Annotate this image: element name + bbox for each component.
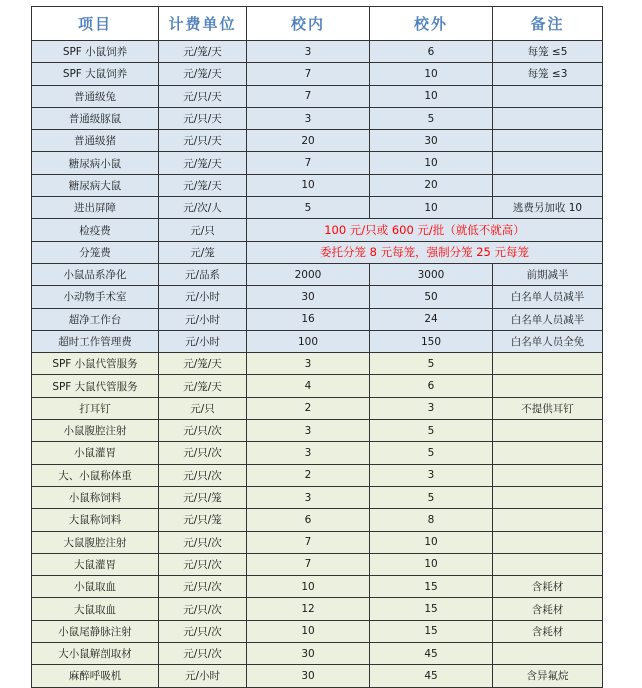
item-name-cell: 进出屏障 — [32, 197, 159, 219]
internal-price-cell: 3 — [247, 107, 370, 129]
unit-cell: 元/笼/天 — [159, 63, 247, 85]
table-row — [32, 375, 603, 397]
external-price-cell: 15 — [370, 598, 493, 620]
item-name-cell: 小鼠尾静脉注射 — [32, 620, 159, 642]
table-row — [32, 286, 603, 308]
external-price-cell: 10 — [370, 197, 493, 219]
external-price-cell: 10 — [370, 152, 493, 174]
unit-cell: 元/只/次 — [159, 620, 247, 642]
external-price-cell: 5 — [370, 353, 493, 375]
item-name-cell: 大鼠取血 — [32, 598, 159, 620]
unit-cell: 元/小时 — [159, 665, 247, 687]
item-name-cell: 小鼠品系净化 — [32, 263, 159, 285]
internal-price-cell: 3 — [247, 486, 370, 508]
remark-cell — [493, 643, 603, 665]
internal-price-cell: 7 — [247, 553, 370, 575]
unit-cell: 元/只/次 — [159, 576, 247, 598]
item-name-cell: 糖尿病大鼠 — [32, 174, 159, 196]
remark-cell: 每笼 ≤5 — [493, 41, 603, 63]
external-price-cell: 6 — [370, 375, 493, 397]
table-row — [32, 353, 603, 375]
table-row — [32, 130, 603, 152]
table-row — [32, 598, 603, 620]
internal-price-cell: 7 — [247, 531, 370, 553]
header-item: 项目 — [32, 7, 159, 41]
internal-price-cell: 10 — [247, 620, 370, 642]
unit-cell: 元/只 — [159, 219, 247, 241]
unit-cell: 元/只/次 — [159, 531, 247, 553]
item-name-cell: 普通级豚鼠 — [32, 107, 159, 129]
item-name-cell: 大、小鼠称体重 — [32, 464, 159, 486]
remark-cell: 含耗材 — [493, 576, 603, 598]
internal-price-cell: 2 — [247, 397, 370, 419]
remark-cell — [493, 553, 603, 575]
remark-cell — [493, 152, 603, 174]
internal-price-cell: 3 — [247, 442, 370, 464]
item-name-cell: 检疫费 — [32, 219, 159, 241]
remark-cell — [493, 85, 603, 107]
table-row — [32, 174, 603, 196]
table-row — [32, 509, 603, 531]
remark-cell — [493, 531, 603, 553]
external-price-cell: 3 — [370, 464, 493, 486]
internal-price-cell: 30 — [247, 665, 370, 687]
table-row — [32, 420, 603, 442]
unit-cell: 元/品系 — [159, 263, 247, 285]
table-row — [32, 397, 603, 419]
internal-price-cell: 30 — [247, 643, 370, 665]
external-price-cell: 24 — [370, 308, 493, 330]
internal-price-cell: 5 — [247, 197, 370, 219]
internal-price-cell: 3 — [247, 420, 370, 442]
external-price-cell: 10 — [370, 63, 493, 85]
remark-cell — [493, 509, 603, 531]
item-name-cell: 分笼费 — [32, 241, 159, 263]
item-name-cell: 普通级兔 — [32, 85, 159, 107]
item-name-cell: 大小鼠解剖取材 — [32, 643, 159, 665]
table-row — [32, 263, 603, 285]
external-price-cell: 8 — [370, 509, 493, 531]
external-price-cell: 20 — [370, 174, 493, 196]
table-row — [32, 308, 603, 330]
unit-cell: 元/只/次 — [159, 464, 247, 486]
item-name-cell: 小动物手术室 — [32, 286, 159, 308]
item-name-cell: 大鼠腹腔注射 — [32, 531, 159, 553]
internal-price-cell: 3 — [247, 353, 370, 375]
external-price-cell: 45 — [370, 665, 493, 687]
table-row — [32, 63, 603, 85]
remark-cell — [493, 486, 603, 508]
remark-cell: 白名单人员全免 — [493, 330, 603, 352]
unit-cell: 元/笼/天 — [159, 174, 247, 196]
table-row — [32, 197, 603, 219]
header-external: 校外 — [370, 7, 493, 41]
unit-cell: 元/笼 — [159, 241, 247, 263]
item-name-cell: SPF 大鼠饲养 — [32, 63, 159, 85]
internal-price-cell: 16 — [247, 308, 370, 330]
header-row — [32, 7, 603, 41]
external-price-cell: 50 — [370, 286, 493, 308]
item-name-cell: 小鼠取血 — [32, 576, 159, 598]
unit-cell: 元/次/人 — [159, 197, 247, 219]
unit-cell: 元/只/次 — [159, 420, 247, 442]
unit-cell: 元/只/笼 — [159, 486, 247, 508]
external-price-cell: 15 — [370, 620, 493, 642]
internal-price-cell: 2000 — [247, 263, 370, 285]
external-price-cell: 6 — [370, 41, 493, 63]
header-remark: 备注 — [493, 7, 603, 41]
unit-cell: 元/小时 — [159, 330, 247, 352]
item-name-cell: 超净工作台 — [32, 308, 159, 330]
external-price-cell: 5 — [370, 420, 493, 442]
item-name-cell: SPF 小鼠代管服务 — [32, 353, 159, 375]
table-row — [32, 620, 603, 642]
unit-cell: 元/笼/天 — [159, 375, 247, 397]
unit-cell: 元/笼/天 — [159, 41, 247, 63]
external-price-cell: 5 — [370, 107, 493, 129]
external-price-cell: 10 — [370, 85, 493, 107]
header-internal: 校内 — [247, 7, 370, 41]
table-row — [32, 442, 603, 464]
external-price-cell: 45 — [370, 643, 493, 665]
external-price-cell: 3 — [370, 397, 493, 419]
table-body — [32, 41, 603, 688]
remark-cell: 每笼 ≤3 — [493, 63, 603, 85]
remark-cell: 含耗材 — [493, 620, 603, 642]
table-row — [32, 665, 603, 687]
table-row — [32, 643, 603, 665]
unit-cell: 元/只/次 — [159, 442, 247, 464]
external-price-cell: 30 — [370, 130, 493, 152]
external-price-cell: 150 — [370, 330, 493, 352]
unit-cell: 元/只/次 — [159, 553, 247, 575]
table-row — [32, 85, 603, 107]
unit-cell: 元/笼/天 — [159, 152, 247, 174]
remark-cell: 逃费另加收 10 — [493, 197, 603, 219]
remark-cell — [493, 353, 603, 375]
remark-cell — [493, 464, 603, 486]
remark-cell — [493, 130, 603, 152]
item-name-cell: 超时工作管理费 — [32, 330, 159, 352]
header-unit: 计费单位 — [159, 7, 247, 41]
external-price-cell: 5 — [370, 442, 493, 464]
item-name-cell: 普通级猪 — [32, 130, 159, 152]
internal-price-cell: 12 — [247, 598, 370, 620]
table-row — [32, 486, 603, 508]
table-row — [32, 553, 603, 575]
table-row — [32, 531, 603, 553]
internal-price-cell: 10 — [247, 576, 370, 598]
unit-cell: 元/只/天 — [159, 130, 247, 152]
remark-cell: 白名单人员减半 — [493, 286, 603, 308]
remark-cell: 白名单人员减半 — [493, 308, 603, 330]
internal-price-cell: 20 — [247, 130, 370, 152]
internal-price-cell: 7 — [247, 85, 370, 107]
item-name-cell: 小鼠称饲料 — [32, 486, 159, 508]
remark-cell — [493, 442, 603, 464]
internal-price-cell: 100 — [247, 330, 370, 352]
unit-cell: 元/只/次 — [159, 643, 247, 665]
item-name-cell: 小鼠灌胃 — [32, 442, 159, 464]
item-name-cell: SPF 小鼠饲养 — [32, 41, 159, 63]
unit-cell: 元/只/笼 — [159, 509, 247, 531]
remark-cell — [493, 107, 603, 129]
external-price-cell: 5 — [370, 486, 493, 508]
table-row — [32, 219, 603, 241]
remark-cell: 前期减半 — [493, 263, 603, 285]
internal-price-cell: 4 — [247, 375, 370, 397]
remark-cell: 不提供耳钉 — [493, 397, 603, 419]
remark-cell: 含耗材 — [493, 598, 603, 620]
unit-cell: 元/只/天 — [159, 107, 247, 129]
table-row — [32, 41, 603, 63]
table-row — [32, 330, 603, 352]
external-price-cell: 3000 — [370, 263, 493, 285]
internal-price-cell: 10 — [247, 174, 370, 196]
item-name-cell: 麻醉呼吸机 — [32, 665, 159, 687]
merged-note-cell: 100 元/只或 600 元/批（就低不就高） — [247, 219, 603, 241]
item-name-cell: 小鼠腹腔注射 — [32, 420, 159, 442]
merged-note-cell: 委托分笼 8 元每笼，强制分笼 25 元每笼 — [247, 241, 603, 263]
internal-price-cell: 7 — [247, 152, 370, 174]
item-name-cell: 大鼠称饲料 — [32, 509, 159, 531]
item-name-cell: 糖尿病小鼠 — [32, 152, 159, 174]
fee-table — [31, 6, 603, 688]
table-row — [32, 107, 603, 129]
internal-price-cell: 30 — [247, 286, 370, 308]
table-row — [32, 464, 603, 486]
unit-cell: 元/小时 — [159, 308, 247, 330]
internal-price-cell: 6 — [247, 509, 370, 531]
internal-price-cell: 7 — [247, 63, 370, 85]
table-row — [32, 241, 603, 263]
remark-cell — [493, 420, 603, 442]
unit-cell: 元/笼/天 — [159, 353, 247, 375]
unit-cell: 元/只/次 — [159, 598, 247, 620]
remark-cell: 含异氟烷 — [493, 665, 603, 687]
table-row — [32, 152, 603, 174]
remark-cell — [493, 174, 603, 196]
internal-price-cell: 2 — [247, 464, 370, 486]
external-price-cell: 10 — [370, 531, 493, 553]
item-name-cell: 大鼠灌胃 — [32, 553, 159, 575]
item-name-cell: 打耳钉 — [32, 397, 159, 419]
external-price-cell: 10 — [370, 553, 493, 575]
unit-cell: 元/只/天 — [159, 85, 247, 107]
item-name-cell: SPF 大鼠代管服务 — [32, 375, 159, 397]
external-price-cell: 15 — [370, 576, 493, 598]
remark-cell — [493, 375, 603, 397]
unit-cell: 元/小时 — [159, 286, 247, 308]
unit-cell: 元/只 — [159, 397, 247, 419]
table-row — [32, 576, 603, 598]
internal-price-cell: 3 — [247, 41, 370, 63]
